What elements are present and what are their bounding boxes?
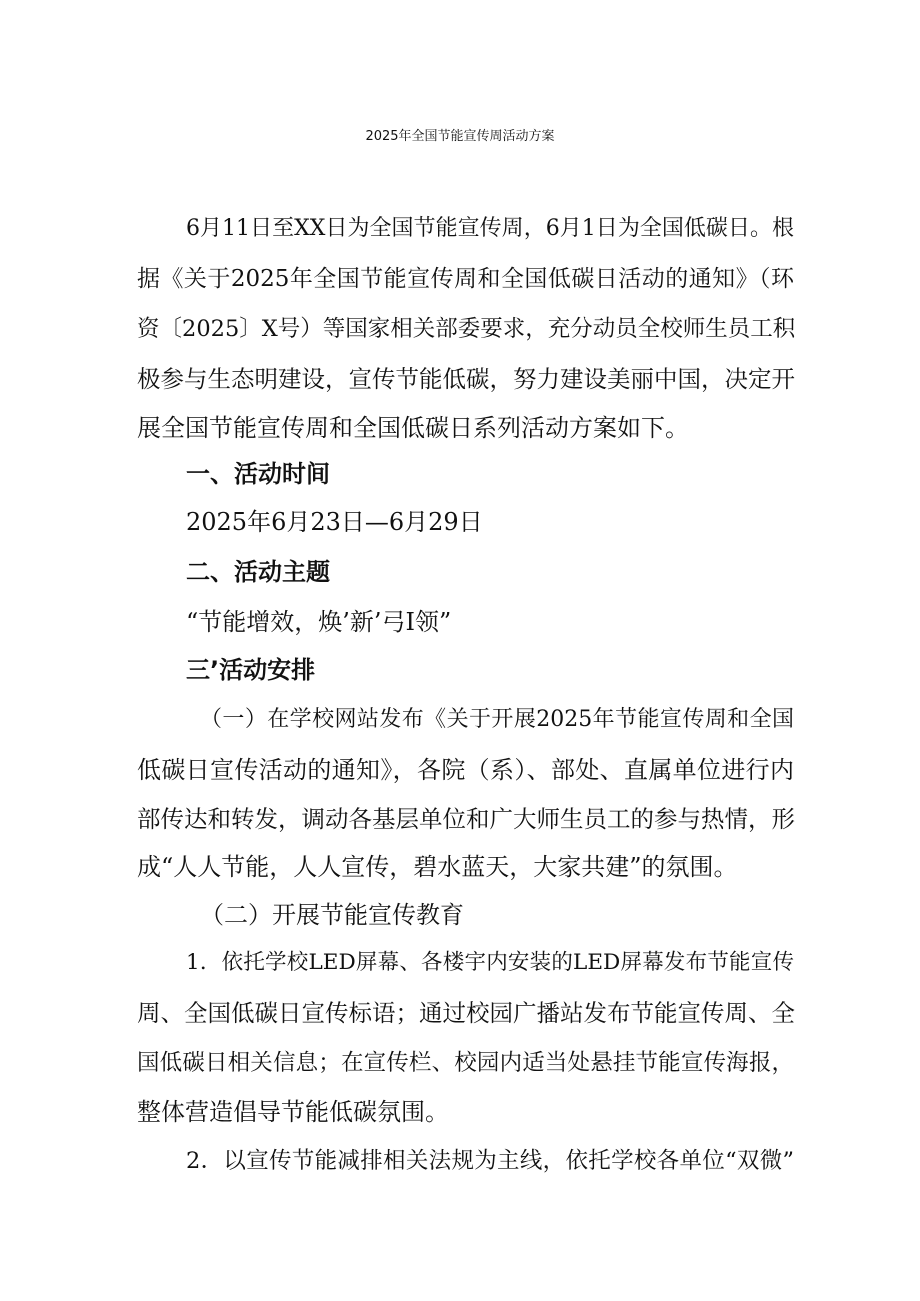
intro-line: 极参与生态明建设，宣传节能低碳，努力建设美丽中国，决定开 bbox=[137, 365, 795, 393]
section-heading-theme: 二、活动主题 bbox=[186, 558, 330, 586]
intro-line: 资〔2025〕X号）等国家相关部委要求，充分动员全校师生员工积 bbox=[137, 316, 796, 342]
paragraph-line: 低碳日宣传活动的通知》，各院（系）、部处、直属单位进行内 bbox=[137, 756, 794, 784]
paragraph-line: （一）在学校网站发布《关于开展2025年节能宣传周和全国 bbox=[200, 707, 794, 732]
paragraph-line: 成“人人节能，人人宣传，碧水蓝天，大家共建”的氛围。 bbox=[137, 853, 738, 881]
intro-line: 据《关于2025年全国节能宣传周和全国低碳日活动的通知》（环 bbox=[137, 266, 794, 292]
paragraph-line: 部传达和转发，调动各基层单位和广大师生员工的参与热情，形 bbox=[137, 805, 795, 833]
subsection-heading: （二）开展节能宣传教育 bbox=[200, 901, 464, 929]
paragraph-line: 整体营造倡导节能低碳氛围。 bbox=[137, 1098, 449, 1126]
intro-line: 6月11日至XX日为全国节能宣传周，6月1日为全国低碳日。根 bbox=[186, 216, 794, 241]
paragraph-line: 1．依托学校LED屏幕、各楼宇内安装的LED屏幕发布节能宣传 bbox=[186, 950, 794, 975]
paragraph-line: 周、全国低碳日宣传标语；通过校园广播站发布节能宣传周、全 bbox=[137, 999, 795, 1027]
paragraph-line: 国低碳日相关信息；在宣传栏、校园内适当处悬挂节能宣传海报， bbox=[137, 1050, 794, 1076]
intro-line: 展全国节能宣传周和全国低碳日系列活动方案如下。 bbox=[137, 414, 689, 442]
activity-theme: “节能增效，焕’新’弓I领” bbox=[186, 608, 452, 636]
paragraph-line: 2．以宣传节能减排相关法规为主线，依托学校各单位“双微” bbox=[186, 1148, 794, 1174]
activity-dates: 2025年6月23日—6月29日 bbox=[186, 508, 483, 536]
document-title: 2025年全国节能宣传周活动方案 bbox=[365, 129, 555, 144]
section-heading-arrangement: 三’活动安排 bbox=[186, 656, 316, 684]
section-heading-time: 一、活动时间 bbox=[186, 460, 330, 488]
